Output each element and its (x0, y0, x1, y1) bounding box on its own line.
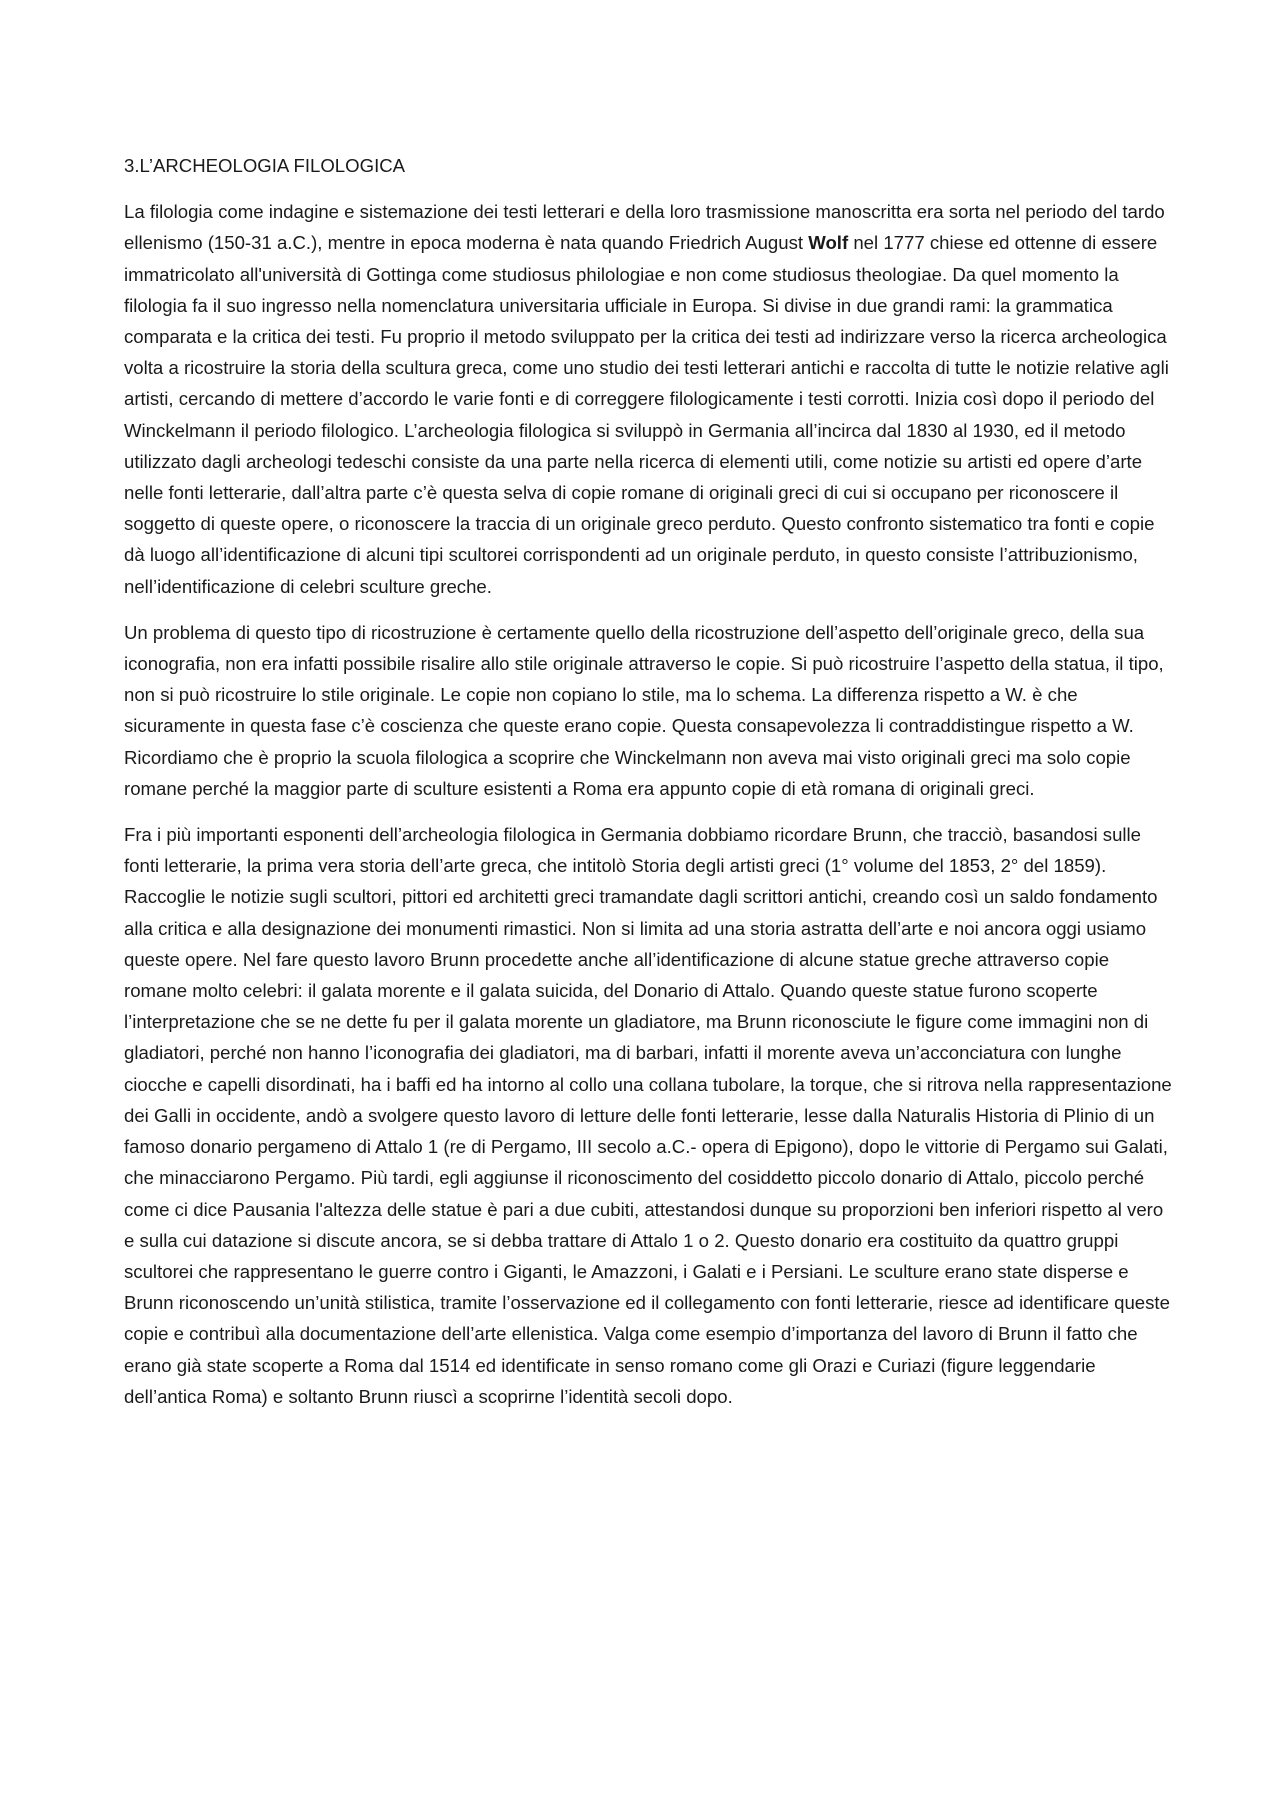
paragraph-1-text-start: La filologia come indagine e sistemazione dei testi letterari e della loro trasmissione manoscritta era sorta nel periodo del tardo ellenismo (150-31 a.C.), mentre in epoca moderna è nata quando Friedrich August (124, 201, 1165, 254)
section-heading: 3.L’ARCHEOLOGIA FILOLOGICA (124, 155, 406, 176)
paragraph-1-bold-name: Wolf (808, 232, 849, 254)
paragraph-1 (124, 196, 1174, 602)
document-page (124, 150, 1174, 1427)
paragraph-1-text-end: nel 1777 chiese ed ottenne di essere immatricolato all'università di Gottinga come studiosus philologiae e non come studiosus theologiae. Da quel momento la filologia fa il suo ingresso nella nomenclatura universitaria ufficiale in Europa. Si divise in due grandi rami: la grammatica comparata e la critica dei testi. Fu proprio il metodo sviluppato per la critica dei testi ad indirizzare verso la ricerca archeologica volta a ricostruire la storia della scultura greca, come uno studio dei testi letterari antichi e raccolta di tutte le notizie relative agli artisti, cercando di mettere d’accordo le varie fonti e di correggere filologicamente i testi corrotti. Inizia così dopo il periodo del Winckelmann il periodo filologico. L’archeologia filologica si sviluppò in Germania all’incirca dal 1830 al 1930, ed il metodo utilizzato dagli archeologi tedeschi consiste da una parte nella ricerca di elementi utili, come notizie su artisti ed opere d’arte nelle fonti letterarie, dall’altra parte c’è questa selva di copie romane di originali greci di cui si occupano per riconoscere il soggetto di queste opere, o riconoscere la traccia di un originale greco perduto. Questo confronto sistematico tra fonti e copie dà luogo all’identificazione di alcuni tipi scultorei corrispondenti ad un originale perduto, in questo consiste l’attribuzionismo, nell’identificazione di celebri sculture greche. (124, 232, 1169, 597)
paragraph-2: Un problema di questo tipo di ricostruzione è certamente quello della ricostruzione dell’aspetto dell’originale greco, della sua iconografia, non era infatti possibile risalire allo stile originale attraverso le copie. Si può ricostruire l’aspetto della statua, il tipo, non si può ricostruire lo stile originale. Le copie non copiano lo stile, ma lo schema. La differenza rispetto a W. è che sicuramente in questa fase c’è coscienza che queste erano copie. Questa consapevolezza li contraddistingue rispetto a W. Ricordiamo che è proprio la scuola filologica a scoprire che Winckelmann non aveva mai visto originali greci ma solo copie romane perché la maggior parte di sculture esistenti a Roma era appunto copie di età romana di originali greci. (124, 621, 1164, 799)
paragraph-3: Fra i più importanti esponenti dell’archeologia filologica in Germania dobbiamo ricordare Brunn, che tracciò, basandosi sulle fonti letterarie, la prima vera storia dell’arte greca, che intitolò Storia degli artisti greci (1° volume del 1853, 2° del 1859). Raccoglie le notizie sugli scultori, pittori ed architetti greci tramandate dagli scrittori antichi, creando così un saldo fondamento alla critica e alla designazione dei monumenti rimastici. Non si limita ad una storia astratta dell’arte e noi ancora oggi usiamo queste opere. Nel fare questo lavoro Brunn procedette anche all’identificazione di alcune statue greche attraverso copie romane molto celebri: il galata morente e il galata suicida, del Donario di Attalo. Quando queste statue furono scoperte l’interpretazione che se ne dette fu per il galata morente un gladiatore, ma Brunn riconosciute le figure come immagini non di gladiatori, perché non hanno l’iconografia dei gladiatori, ma di barbari, infatti il morente aveva un’acconciatura con lunghe ciocche e capelli disordinati, ha i baffi ed ha intorno al collo una collana tubolare, la torque, che si ritrova nella rappresentazione dei Galli in occidente, andò a svolgere questo lavoro di letture delle fonti letterarie, lesse dalla Naturalis Historia di Plinio di un famoso donario pergameno di Attalo 1 (re di Pergamo, III secolo a.C.- opera di Epigono), dopo le vittorie di Pergamo sui Galati, che minacciarono Pergamo. Più tardi, egli aggiunse il riconoscimento del cosiddetto piccolo donario di Attalo, piccolo perché come ci dice Pausania l'altezza delle statue è pari a due cubiti, attestandosi dunque su proporzioni ben inferiori rispetto al vero e sulla cui datazione si discute ancora, se si debba trattare di Attalo 1 o 2. Questo donario era costituito da quattro gruppi scultorei che rappresentano le guerre contro i Giganti, le Amazzoni, i Galati e i Persiani. Le sculture erano state disperse e Brunn riconoscendo un’unità stilistica, tramite l’osservazione ed il collegamento con fonti letterarie, riesce ad identificare queste copie e contribuì alla documentazione dell’arte ellenistica. Valga come esempio d’importanza del lavoro di Brunn il fatto che erano già state scoperte a Roma dal 1514 ed identificate in senso romano come gli Orazi e Curiazi (figure leggendarie dell’antica Roma) e soltanto Brunn riuscì a scoprirne l’identità secoli dopo. (124, 824, 1172, 1407)
